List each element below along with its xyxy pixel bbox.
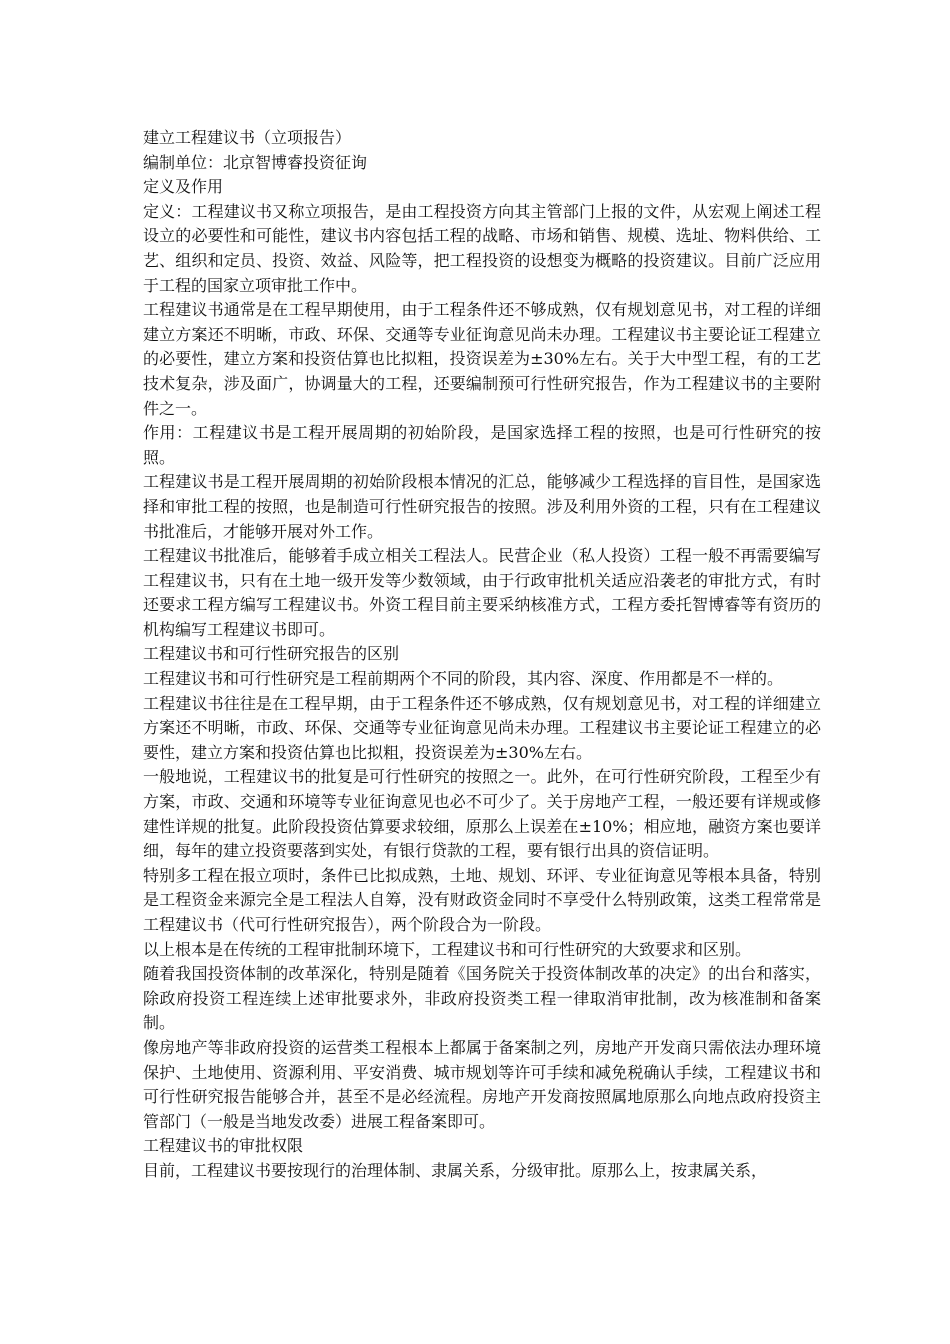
document-page [143,126,821,1184]
paragraph-function: 作用：工程建议书是工程开展周期的初始阶段，是国家选择工程的按照，也是可行性研究的按照。 [143,423,821,467]
paragraph-early-stage: 工程建议书往往是在工程早期，由于工程条件还不够成熟，仅有规划意见书，对工程的详细建立方案还不明晰，市政、环保、交通等专业征询意见尚未办理。工程建议书主要论证工程建立的必要性，建立方案和投资估算也比拟粗，投资误差为±30%左右。 [143,693,821,762]
paragraph-reform: 随着我国投资体制的改革深化，特别是随着《国务院关于投资体制改革的决定》的出台和落实，除政府投资工程连续上述审批要求外，非政府投资类工程一律取消审批制，改为核准制和备案制。 [143,964,821,1033]
paragraph-mature-conditions: 特别多工程在报立项时，条件已比拟成熟，土地、规划、环评、专业征询意见等根本具备，特别是工程资金来源完全是工程法人自筹，没有财政资金同时不享受什么特别政策，这类工程常常是工程建议书（代可行性研究报告），两个阶段合为一阶段。 [143,865,821,934]
paragraph-two-stages: 工程建议书和可行性研究是工程前期两个不同的阶段，其内容、深度、作用都是不一样的。 [143,669,784,689]
paragraph-definition: 定义：工程建议书又称立项报告，是由工程投资方向其主管部门上报的文件，从宏观上阐述工程设立的必要性和可能性，建议书内容包括工程的战略、市场和销售、规模、选址、物料供给、工艺、组织和定员、投资、效益、风险等，把工程投资的设想变为概略的投资建议。目前广泛应用于工程的国家立项审批工作中。 [143,201,821,295]
document-title: 建立工程建议书（立项报告） [143,128,352,147]
paragraph-early-usage: 工程建议书通常是在工程早期使用，由于工程条件还不够成熟，仅有规划意见书，对工程的详细建立方案还不明晰，市政、环保、交通等专业征询意见尚未办理。工程建议书主要论证工程建立的必要性，建立方案和投资估算也比拟粗，投资误差为±30%左右。关于大中型工程，有的工艺技术复杂，涉及面广，协调量大的工程，还要编制预可行性研究报告，作为工程建议书的主要附件之一。 [143,300,821,418]
paragraph-summary: 工程建议书是工程开展周期的初始阶段根本情况的汇总，能够减少工程选择的盲目性，是国家选择和审批工程的按照，也是制造可行性研究报告的按照。涉及利用外资的工程，只有在工程建议书批准后，才能够开展对外工作。 [143,472,821,541]
section-heading-difference: 工程建议书和可行性研究报告的区别 [143,644,400,664]
section-heading-approval-authority: 工程建议书的审批权限 [143,1136,304,1156]
paragraph-traditional: 以上根本是在传统的工程审批制环境下，工程建议书和可行性研究的大致要求和区别。 [143,939,752,959]
section-heading-definition: 定义及作用 [143,177,224,197]
paragraph-approval: 目前，工程建议书要按现行的治理体制、隶属关系，分级审批。原那么上，按隶属关系， [143,1160,768,1180]
paragraph-real-estate: 像房地产等非政府投资的运营类工程根本上都属于备案制之列，房地产开发商只需依法办理环境保护、土地使用、资源利用、平安消费、城市规划等许可手续和减免税确认手续，工程建议书和可行性研究报告能够合并，甚至不是必经流程。房地产开发商按照属地原那么向地点政府投资主管部门（一般是当地发改委）进展工程备案即可。 [143,1037,821,1131]
document-editor: 编制单位：北京智博睿投资征询 [143,152,368,172]
paragraph-feasibility: 一般地说，工程建议书的批复是可行性研究的按照之一。此外，在可行性研究阶段，工程至少有方案，市政、交通和环境等专业征询意见也必不可少了。关于房地产工程，一般还要有详规或修建性详规的批复。此阶段投资估算要求较细，原那么上误差在±10%；相应地，融资方案也要详细，每年的建立投资要落到实处，有银行贷款的工程，要有银行出具的资信证明。 [143,767,821,861]
paragraph-after-approval: 工程建议书批准后，能够着手成立相关工程法人。民营企业（私人投资）工程一般不再需要编写工程建议书，只有在土地一级开发等少数领域，由于行政审批机关适应沿袭老的审批方式，有时还要求工程方编写工程建议书。外资工程目前主要采纳核准方式，工程方委托智博睿等有资历的机构编写工程建议书即可。 [143,546,821,639]
